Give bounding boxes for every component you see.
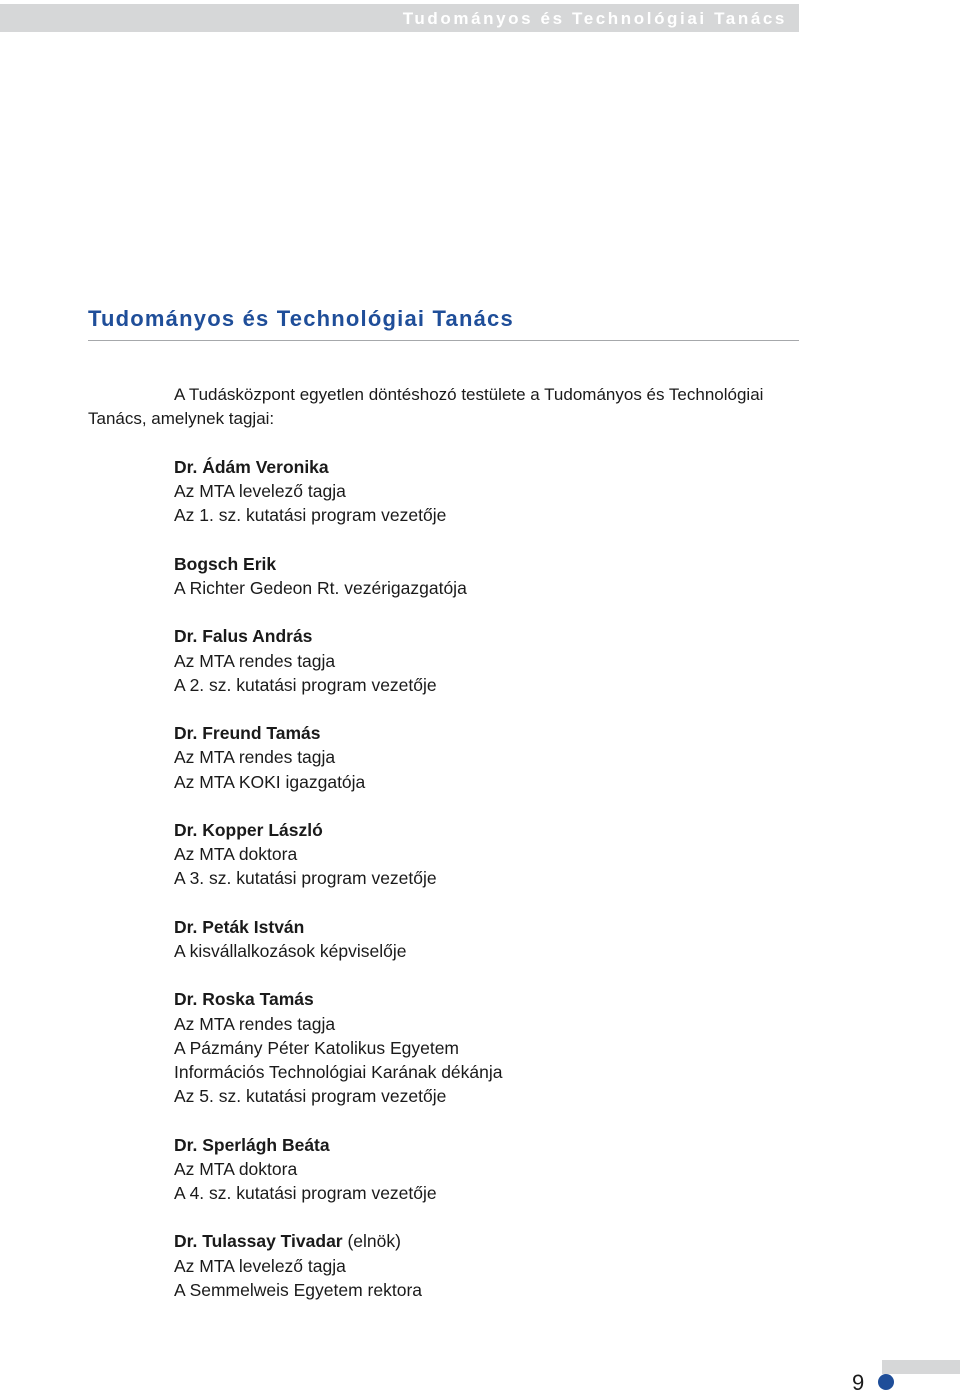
member-role: A 4. sz. kutatási program vezetője bbox=[174, 1182, 437, 1203]
running-header-title: Tudományos és Technológiai Tanács bbox=[402, 9, 787, 28]
member-role: Az 5. sz. kutatási program vezetője bbox=[174, 1086, 447, 1107]
member-name-with-suffix bbox=[174, 1229, 774, 1253]
intro-paragraph bbox=[88, 383, 800, 431]
member-role: Az MTA doktora bbox=[174, 1158, 298, 1179]
member-role: Az MTA KOKI igazgatója bbox=[174, 771, 366, 792]
member-entry bbox=[174, 987, 774, 1108]
member-role: Információs Technológiai Karának dékánja bbox=[174, 1061, 503, 1082]
member-role: A kisvállalkozások képviselője bbox=[174, 940, 407, 961]
member-entry bbox=[174, 1133, 774, 1206]
member-role: Az MTA levelező tagja bbox=[174, 481, 346, 502]
member-name-suffix: (elnök) bbox=[342, 1231, 401, 1252]
member-entry bbox=[174, 455, 774, 528]
member-name: Dr. Sperlágh Beáta bbox=[174, 1134, 330, 1155]
member-role: A Richter Gedeon Rt. vezérigazgatója bbox=[174, 578, 467, 598]
member-name: Dr. Tulassay Tivadar bbox=[174, 1231, 343, 1252]
member-name: Dr. Kopper László bbox=[174, 819, 323, 840]
member-entry bbox=[174, 1229, 774, 1302]
member-entry bbox=[174, 721, 774, 794]
member-entry bbox=[174, 624, 774, 697]
intro-line-2: Tanács, amelynek tagjai: bbox=[88, 409, 275, 428]
member-entry bbox=[174, 915, 774, 963]
member-role: A Semmelweis Egyetem rektora bbox=[174, 1279, 423, 1300]
member-name: Dr. Roska Tamás bbox=[174, 989, 314, 1010]
title-divider bbox=[88, 340, 799, 341]
member-role: Az MTA rendes tagja bbox=[174, 650, 336, 671]
member-list bbox=[174, 455, 774, 1326]
intro-line-1: A Tudásközpont egyetlen döntéshozó testülete a Tudományos és Technológiai bbox=[174, 385, 764, 404]
member-role: A 3. sz. kutatási program vezetője bbox=[174, 868, 437, 889]
member-name: Dr. Freund Tamás bbox=[174, 723, 321, 744]
member-role: Az MTA levelező tagja bbox=[174, 1255, 346, 1276]
member-name: Bogsch Erik bbox=[174, 553, 277, 574]
section-title: Tudományos és Technológiai Tanács bbox=[88, 306, 514, 331]
member-role: A 2. sz. kutatási program vezetője bbox=[174, 674, 437, 695]
footer-band bbox=[882, 1360, 960, 1374]
member-role: A Pázmány Péter Katolikus Egyetem bbox=[174, 1037, 459, 1058]
member-name: Dr. Ádám Veronika bbox=[174, 457, 329, 477]
member-role: Az 1. sz. kutatási program vezetője bbox=[174, 505, 447, 526]
member-role: Az MTA rendes tagja bbox=[174, 1013, 336, 1034]
member-role: Az MTA doktora bbox=[174, 844, 298, 865]
page-number: 9 bbox=[852, 1370, 865, 1395]
running-header-band bbox=[0, 4, 799, 32]
member-name: Dr. Peták István bbox=[174, 916, 305, 937]
member-role: Az MTA rendes tagja bbox=[174, 747, 336, 768]
member-entry bbox=[174, 818, 774, 891]
member-name: Dr. Falus András bbox=[174, 626, 313, 647]
page-marker-dot-icon bbox=[878, 1374, 894, 1390]
member-entry bbox=[174, 552, 774, 600]
